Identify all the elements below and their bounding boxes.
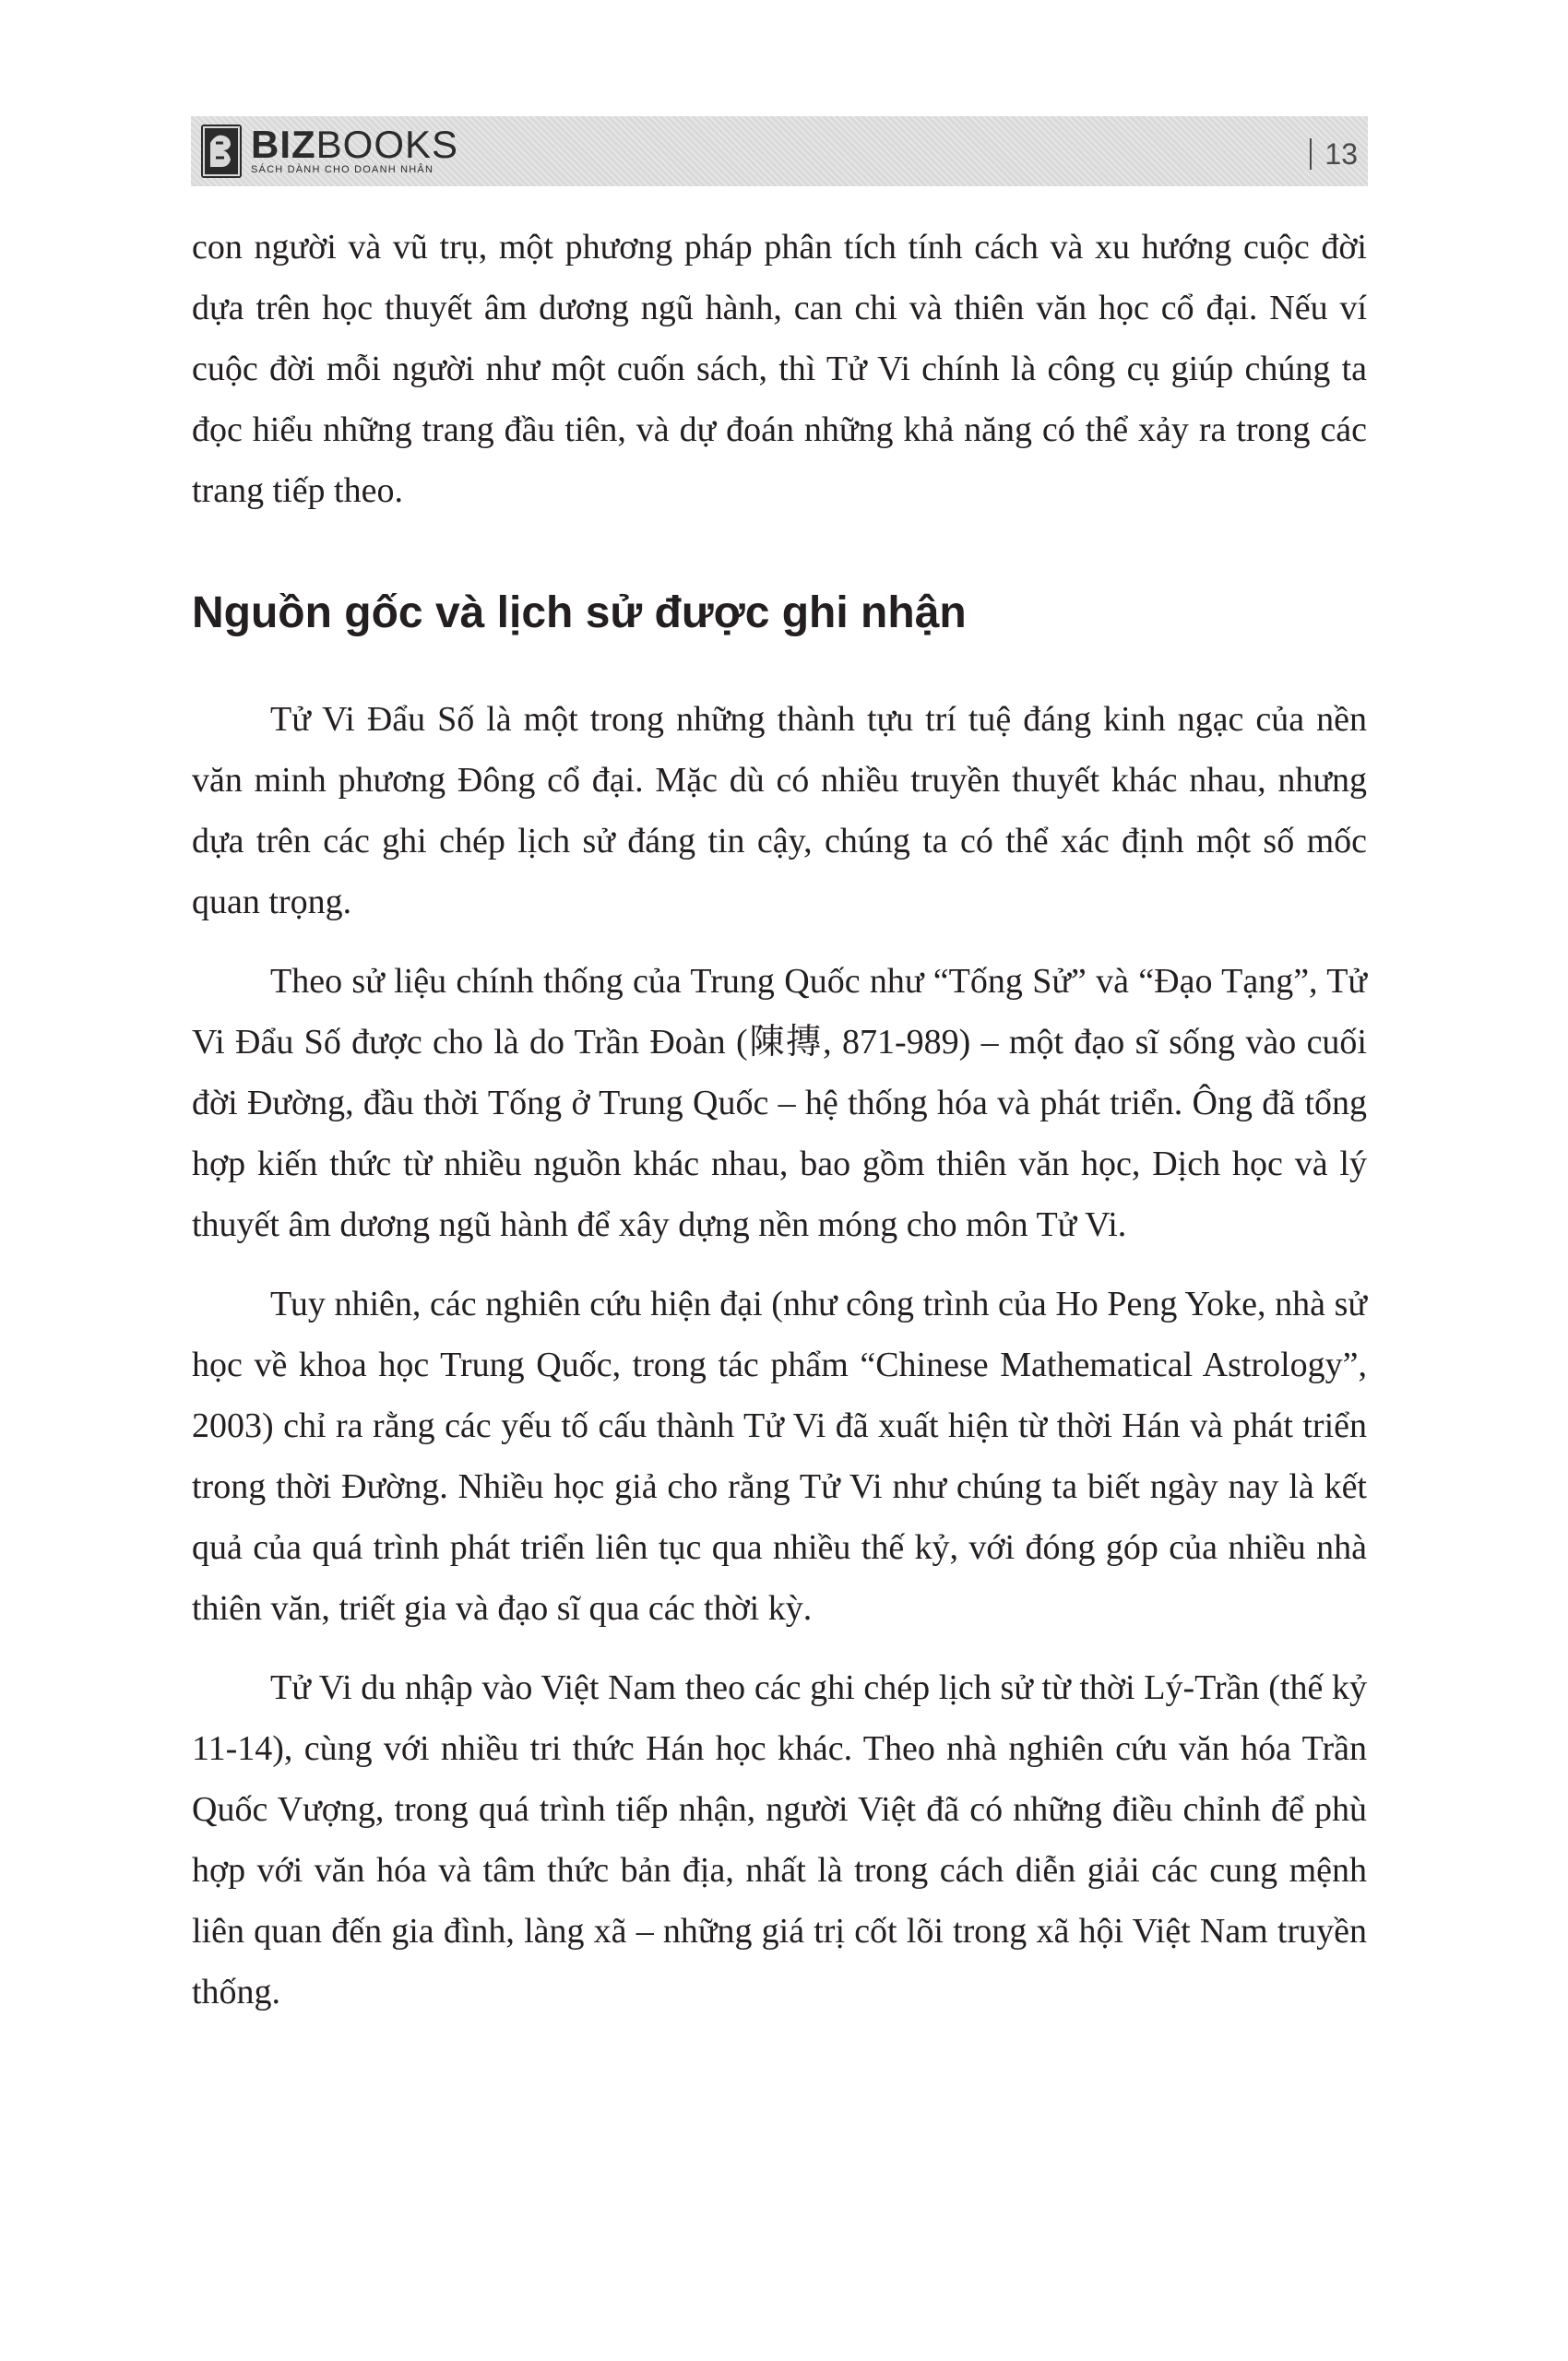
brand-name-part2: BOOKS	[315, 123, 459, 166]
page-body	[192, 217, 1367, 2023]
page-number-value: 13	[1324, 137, 1358, 171]
brand-name	[251, 123, 459, 166]
page-number-divider	[1310, 138, 1312, 170]
section-heading: Nguồn gốc và lịch sử được ghi nhận	[192, 588, 967, 637]
body-paragraph: Theo sử liệu chính thống của Trung Quốc như “Tống Sử” và “Đạo Tạng”, Tử Vi Đẩu Số được cho là do Trần Đoàn (陳摶, 871-989) – một đạo sĩ sống vào cuối đời Đường, đầu thời Tống ở Trung Quốc – hệ thống hóa và phát triển. Ông đã tổng hợp kiến thức từ nhiều nguồn khác nhau, bao gồm thiên văn học, Dịch học và lý thuyết âm dương ngũ hành để xây dựng nền móng cho môn Tử Vi.	[192, 962, 1367, 1244]
bizbooks-logo-icon	[201, 125, 242, 178]
brand-tagline: SÁCH DÀNH CHO DOANH NHÂN	[251, 164, 434, 175]
publisher-logo	[201, 122, 458, 181]
paragraph-spacer	[192, 1255, 1367, 1274]
paragraph-spacer	[192, 1639, 1367, 1657]
body-paragraph: Tuy nhiên, các nghiên cứu hiện đại (như công trình của Ho Peng Yoke, nhà sử học về khoa học Trung Quốc, trong tác phẩm “Chinese Mathematical Astrology”, 2003) chỉ ra rằng các yếu tố cấu thành Tử Vi đã xuất hiện từ thời Hán và phát triển trong thời Đường. Nhiều học giả cho rằng Tử Vi như chúng ta biết ngày nay là kết quả của quá trình phát triển liên tục qua nhiều thế kỷ, với đóng góp của nhiều nhà thiên văn, triết gia và đạo sĩ qua các thời kỳ.	[192, 1285, 1367, 1628]
page-number	[1310, 138, 1358, 170]
paragraph-spacer	[192, 932, 1367, 951]
body-paragraph: Tử Vi Đẩu Số là một trong những thành tựu trí tuệ đáng kinh ngạc của nền văn minh phương Đông cổ đại. Mặc dù có nhiều truyền thuyết khác nhau, nhưng dựa trên các ghi chép lịch sử đáng tin cậy, chúng ta có thể xác định một số mốc quan trọng.	[192, 700, 1367, 921]
brand-name-part1: BIZ	[251, 123, 316, 166]
intro-paragraph: con người và vũ trụ, một phương pháp phân tích tính cách và xu hướng cuộc đời dựa trên học thuyết âm dương ngũ hành, can chi và thiên văn học cổ đại. Nếu ví cuộc đời mỗi người như một cuốn sách, thì Tử Vi chính là công cụ giúp chúng ta đọc hiểu những trang đầu tiên, và dự đoán những khả năng có thể xảy ra trong các trang tiếp theo.	[192, 228, 1367, 510]
body-paragraph: Tử Vi du nhập vào Việt Nam theo các ghi chép lịch sử từ thời Lý-Trần (thế kỷ 11-14), cùng với nhiều tri thức Hán học khác. Theo nhà nghiên cứu văn hóa Trần Quốc Vượng, trong quá trình tiếp nhận, người Việt đã có những điều chỉnh để phù hợp với văn hóa và tâm thức bản địa, nhất là trong cách diễn giải các cung mệnh liên quan đến gia đình, làng xã – những giá trị cốt lõi trong xã hội Việt Nam truyền thống.	[192, 1668, 1367, 2011]
